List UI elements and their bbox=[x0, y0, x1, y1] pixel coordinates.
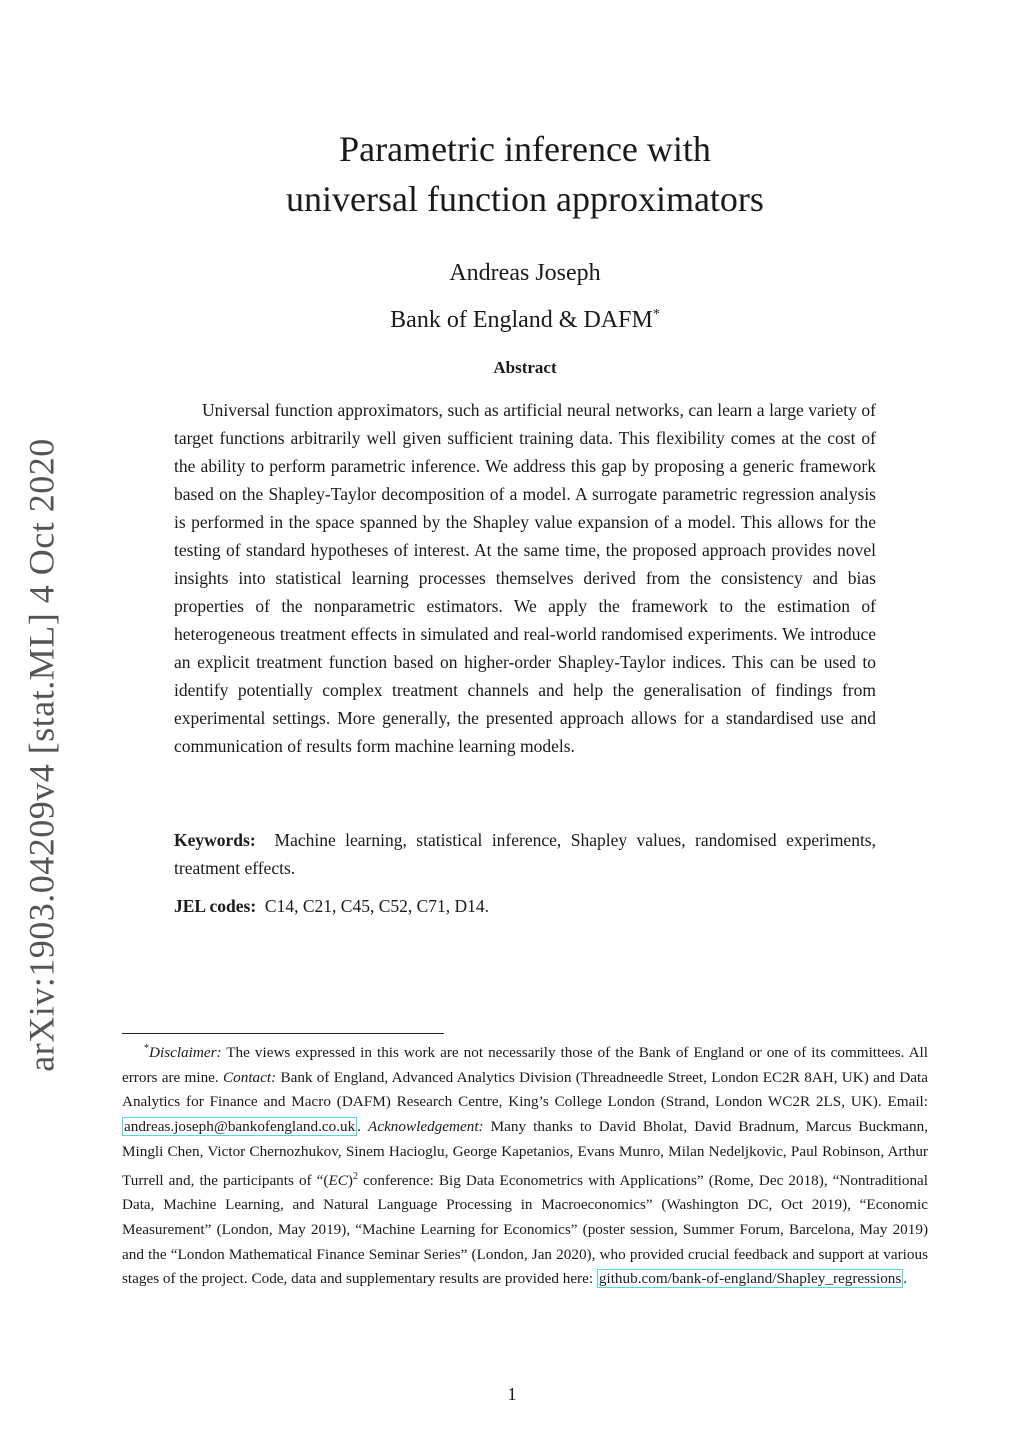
jel-codes-label: JEL codes: bbox=[174, 896, 257, 916]
repository-link[interactable]: github.com/bank-of-england/Shapley_regressions bbox=[598, 1270, 902, 1288]
paper-title bbox=[200, 124, 850, 224]
disclaimer-text: The views expressed in this work are not necessarily those of the Bank of England or one of its committees. All errors are mine. bbox=[122, 1044, 928, 1086]
affiliation-text: Bank of England & DAFM bbox=[390, 307, 653, 333]
keywords-label: Keywords: bbox=[174, 830, 256, 850]
after-email-text: . bbox=[357, 1118, 369, 1136]
footnote-mark: * bbox=[144, 1043, 149, 1054]
page-number: 1 bbox=[507, 1384, 517, 1404]
footnote-end: . bbox=[903, 1270, 908, 1288]
author-name: Andreas Joseph bbox=[449, 260, 601, 286]
jel-codes-text: C14, C21, C45, C52, C71, D14. bbox=[264, 896, 490, 916]
acknowledgement-text-1: Many thanks to David Bholat, David Bradnum, Marcus Buckmann, Mingli Chen, Victor Chernozhukov, Sinem Hacioglu, George Kapetanios, Evans Munro, Milan Nedeljkovic, Paul Robinson, Arthur Turrell and, the participants of “( bbox=[122, 1118, 929, 1189]
footnote: *Disclaimer: The views expressed in this work are not necessarily those of the Bank of England or one of its committees. All errors are mine. Contact: Bank of England, Advanced Analytics Division (Threadneedle Street, London EC2R 8AH, UK) and Data Analytics for Finance and Macro (DAFM) Research Centre, King’s College London (Strand, London WC2R 2LS, UK). Email: andreas.joseph@bankofengland.co.uk . Acknowledgement: Many thanks to David Bholat, David Bradnum, Marcus Buckmann, Mingli Chen, Victor Chernozhukov, Sinem Hacioglu, George Kapetanios, Evans Munro, Milan Nedeljkovic, Paul Robinson, Arthur Turrell and, the participants of “(EC)$^2$ conference: Big Data Econometrics with Applications” (Rome, Dec 2018), “Nontraditional Data, Machine Learning, and Natural Language Processing in Macroeconomics” (Washington DC, Oct 2019), “Economic Measurement” (London, May 2019), “Machine Learning for Economics” (poster session, Summer Forum, Barcelona, May 2019) and the “London Mathematical Finance Seminar Series” (London, Jan 2020), who provided crucial feedback and support at various stages of the project. Code, data and supplementary results are provided here: github.com/bank-of-england/Shapley_regressions . bbox=[122, 1043, 929, 1288]
acknowledgement-ec: EC bbox=[328, 1171, 348, 1189]
arxiv-identifier-stamp bbox=[12, 438, 72, 1072]
disclaimer-label: Disclaimer: bbox=[149, 1044, 222, 1062]
arxiv-identifier-text: arXiv:1903.04209v4 [stat.ML] 4 Oct 2020 bbox=[22, 438, 63, 1072]
abstract-body: Universal function approximators, such as artificial neural networks, can learn a large variety of target functions arbitrarily well given sufficient training data. This flexibility comes at the cost of the ability to perform parametric inference. We address this gap by proposing a generic framework based on the Shapley-Taylor decomposition of a model. A surrogate parametric regression analysis is performed in the space spanned by the Shapley value expansion of a model. This allows for the testing of standard hypotheses of interest. At the same time, the proposed approach provides novel insights into statistical learning processes themselves derived from the consistency and bias properties of the nonparametric estimators. We apply the framework to the estimation of heterogeneous treatment effects in simulated and real-world randomised experiments. We introduce an explicit treatment function based on higher-order Shapley-Taylor indices. This can be used to identify potentially complex treatment channels and help the generalisation of findings from experimental settings. More generally, the presented approach allows for a standardised use and communication of results form machine learning models. bbox=[174, 400, 876, 756]
title-line-1: Parametric inference with bbox=[339, 129, 711, 169]
author-affiliation bbox=[200, 294, 850, 341]
title-line-2: universal function approximators bbox=[286, 179, 764, 219]
acknowledgement-text-2: conference: Big Data Econometrics with Applications” (Rome, Dec 2018), “Nontraditional Data, Machine Learning, and Natural Language Processing in Macroeconomics” (Washington DC, Oct 2019), “Economic Measurement” (London, May 2019), “Machine Learning for Economics” (poster session, Summer Forum, Barcelona, May 2019) and the “London Mathematical Finance Seminar Series” (London, Jan 2020), who provided crucial feedback and support at various stages of the project. Code, data and supplementary results are provided here: bbox=[122, 1171, 928, 1288]
email-link[interactable]: andreas.joseph@bankofengland.co.uk bbox=[124, 1118, 356, 1136]
abstract-heading: Abstract bbox=[493, 358, 557, 377]
jel-codes-paragraph bbox=[174, 892, 876, 920]
keywords-paragraph bbox=[174, 826, 876, 882]
contact-label: Contact: bbox=[223, 1068, 277, 1086]
keywords-text: Machine learning, statistical inference, Shapley values, randomised experiments, treatment effects. bbox=[174, 830, 876, 878]
footnote-divider bbox=[122, 1033, 444, 1034]
acknowledgement-label: Acknowledgement: bbox=[368, 1118, 484, 1136]
author-block bbox=[200, 252, 850, 341]
acknowledgement-exponent: 2 bbox=[352, 1170, 358, 1182]
affiliation-footnote-mark: * bbox=[652, 307, 660, 322]
contact-text: Bank of England, Advanced Analytics Division (Threadneedle Street, London EC2R 8AH, UK) and Data Analytics for Finance and Macro (DAFM) Research Centre, King’s College London (Strand, London WC2R 2LS, UK). Email: bbox=[122, 1068, 928, 1111]
